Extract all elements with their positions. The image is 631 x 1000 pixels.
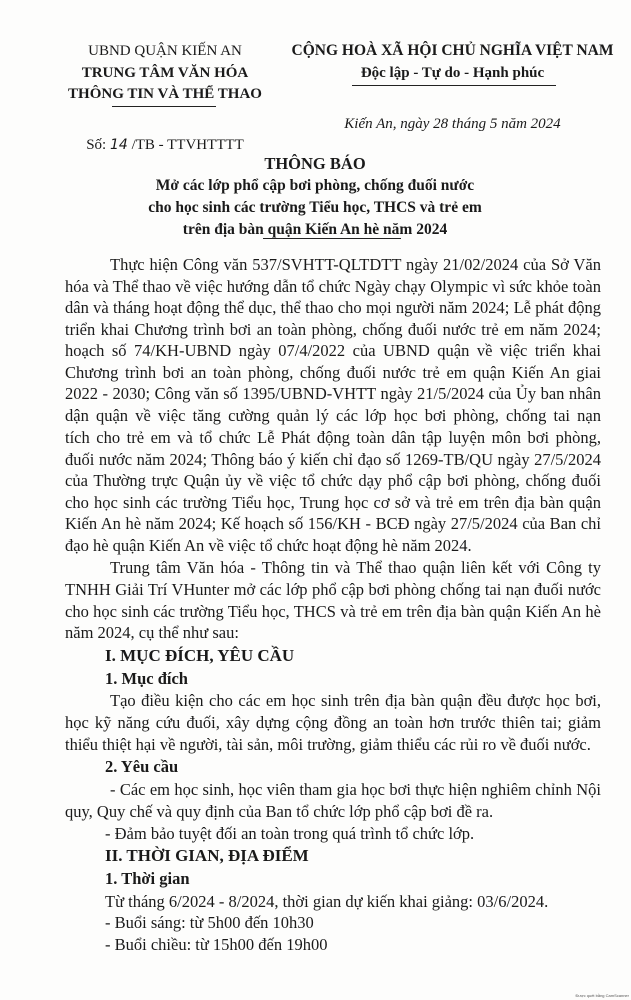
title-sub-line: trên địa bàn quận Kiến An hè năm 2024 [182, 221, 448, 238]
agency-parent: UBND QUẬN KIẾN AN [88, 43, 242, 59]
paragraph-line: đuối nước năm 2024; Thông báo ý kiến chỉ đạo số 1269-TB/QU ngày 27/5/2024 [65, 449, 601, 469]
paragraph-line: hóa và Thể thao về việc hướng dẫn tổ chức Ngày chạy Olympic vì sức khỏe toàn [65, 276, 601, 296]
agency-name-line2: THÔNG TIN VÀ THỂ THAO [68, 86, 262, 102]
paragraph-line: học kỹ năng cứu đuối, xây dựng cộng đồng an toàn hơn trước thiên tai; giảm [65, 713, 601, 733]
number-suffix: /TB - TTVHTTTT [131, 137, 244, 153]
paragraph-line: - Buổi chiều: từ 15h00 đến 19h00 [105, 935, 328, 954]
title-sub-line: cho học sinh các trường Tiểu học, THCS và trẻ em [148, 199, 482, 216]
paragraph-line: cho học sinh các trường Tiểu học, Trung học cơ sở và trẻ em trên địa bàn quận [65, 493, 601, 512]
paragraph-line: - Đảm bảo tuyệt đối an toàn trong quá trình tổ chức lớp. [105, 823, 475, 843]
paragraph-line: Kiến An hè năm 2024; Kế hoạch số 156/KH - BCĐ ngày 27/5/2024 của Ban chỉ [65, 513, 601, 533]
motto-underline [352, 85, 556, 86]
paragraph-line: dân và tháng hoạt động thể dục, thể thao cho mọi người năm 2024; Lễ phát động [65, 298, 601, 318]
document-title: THÔNG BÁO [264, 154, 366, 173]
paragraph-line: năm 2024, cụ thể như sau: [65, 623, 239, 643]
paragraph-line: đạo hè quận Kiến An về việc tổ chức hoạt động hè năm 2024. [65, 535, 472, 555]
section-heading: I. MỤC ĐÍCH, YÊU CẦU [105, 646, 295, 665]
paragraph-line: 2022 - 2030; Công văn số 1395/UBND-VHTT ngày 21/5/2024 của Ủy ban nhân [65, 384, 601, 404]
paragraph-line: - Buổi sáng: từ 5h00 đến 10h30 [105, 913, 314, 933]
national-title: CỘNG HOÀ XÃ HỘI CHỦ NGHĨA VIỆT NAM [291, 42, 614, 59]
paragraph-line: quy, Quy chế và quy định của Ban tổ chức lớp phổ cập bơi đề ra. [65, 801, 494, 821]
scanner-watermark: Được quét bằng CamScanner [575, 993, 629, 998]
document-date: Kiến An, ngày 28 tháng 5 năm 2024 [344, 116, 561, 132]
paragraph-line: Chương trình bơi an toàn phòng, chống đuối nước trẻ em quận Kiến An giai [65, 362, 601, 382]
title-sub-line: Mở các lớp phổ cập bơi phòng, chống đuối nước [155, 177, 475, 194]
handwritten-number: 14 [109, 137, 128, 153]
paragraph-line: Từ tháng 6/2024 - 8/2024, thời gian dự kiến khai giảng: 03/6/2024. [105, 891, 549, 911]
paragraph-line: - Các em học sinh, học viên tham gia học bơi thực hiện nghiêm chỉnh Nội [110, 780, 601, 800]
paragraph-line: triển khai Chương trình bơi an toàn phòng, chống đuối nước trẻ em năm 2024; [65, 320, 601, 340]
section-heading: II. THỜI GIAN, ĐỊA ĐIỂM [105, 846, 309, 866]
agency-name-line1: TRUNG TÂM VĂN HÓA [81, 65, 249, 81]
paragraph-line: cho học sinh các trường Tiểu học, THCS và trẻ em trên địa bàn quận Kiến An hè [65, 601, 601, 621]
paragraph-line: Trung tâm Văn hóa - Thông tin và Thể thao quận liên kết với Công ty [110, 558, 601, 578]
paragraph-line: Thực hiện Công văn 537/SVHTT-QLTDTT ngày 21/02/2024 của Sở Văn [110, 255, 601, 274]
paragraph-line: TNHH Giải Trí VHunter mở các lớp phổ cập bơi phòng chống tai nạn đuối nước [65, 579, 601, 599]
agency-underline [112, 106, 216, 107]
national-motto: Độc lập - Tự do - Hạnh phúc [360, 65, 545, 81]
subsection-heading: 1. Thời gian [105, 868, 190, 888]
number-prefix: Số: [86, 137, 107, 153]
paragraph-line: thiểu thiệt hại về người, tài sản, môi trường, giảm thiểu các rủi ro về đuối nước. [65, 734, 591, 754]
paragraph-line: dận quận về việc tăng cường quản lý các lớp học bơi phòng, chống tai nạn [65, 406, 601, 426]
subsection-heading: 1. Mục đích [105, 668, 188, 688]
subsection-heading: 2. Yêu cầu [105, 757, 179, 777]
paragraph-line: của Thường trực Quận ủy về việc tổ chức dạy phổ cập bơi phòng, chống đuối [65, 471, 601, 491]
title-underline [263, 238, 401, 239]
paragraph-line: Tạo điều kiện cho các em học sinh trên địa bàn quận đều được học bơi, [110, 691, 601, 711]
paragraph-line: hoạch số 74/KH-UBND ngày 07/4/2022 của UBND quận về việc triển khai [65, 340, 601, 360]
paragraph-line: tích cho trẻ em và tổ chức Lễ Phát động toàn dân tập luyện môn bơi phòng, [65, 427, 601, 447]
